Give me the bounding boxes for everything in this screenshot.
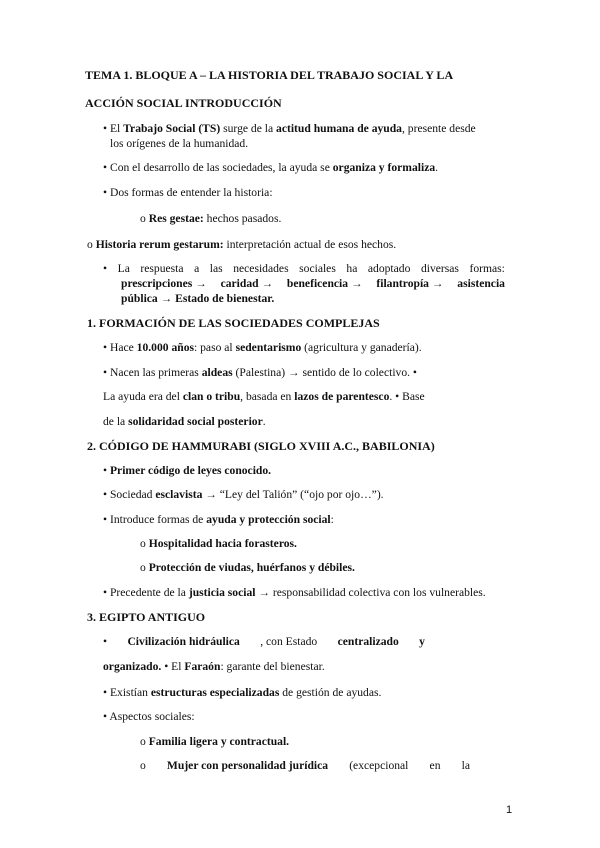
intro-bullet-1: • El Trabajo Social (TS) surge de la actitud humana de ayuda, presente desde xyxy=(103,122,476,135)
intro-sub-historia-rerum: o Historia rerum gestarum: interpretación actual de esos hechos. xyxy=(87,238,397,251)
intro-bullet-3: • Dos formas de entender la historia: xyxy=(103,186,273,199)
doc-title-line-2: ACCIÓN SOCIAL INTRODUCCIÓN xyxy=(85,96,282,110)
s2-bullet-4: • Precedente de la justicia social → responsabilidad colectiva con los vulnerables. xyxy=(103,586,486,599)
s1-paragraph-2: de la solidaridad social posterior. xyxy=(103,415,266,428)
section-2-heading: 2. CÓDIGO DE HAMMURABI (SIGLO XVIII A.C., BABILONIA) xyxy=(87,439,435,453)
s3-bullet-1-line-2: organizado. • El Faraón: garante del bienestar. xyxy=(103,660,325,673)
s3-bullet-3: • Aspectos sociales: xyxy=(103,710,195,723)
intro-bullet-1-continued: los orígenes de la humanidad. xyxy=(110,137,249,150)
intro-sub-res-gestae: o Res gestae: hechos pasados. xyxy=(140,212,282,225)
doc-title-line-1: TEMA 1. BLOQUE A – LA HISTORIA DEL TRABAJO SOCIAL Y LA xyxy=(85,68,454,82)
s3-sub-1: o Familia ligera y contractual. xyxy=(140,735,290,748)
s3-bullet-1-line-1: • Civilización hidráulica , con Estado centralizado y xyxy=(103,635,425,648)
intro-bullet-4-line-2: prescripciones → caridad → beneficencia → filantropía → asistencia xyxy=(121,277,505,290)
page-number: 1 xyxy=(506,804,513,816)
s2-bullet-2: • Sociedad esclavista → “Ley del Talión” (“ojo por ojo…”). xyxy=(103,488,384,501)
s2-bullet-3: • Introduce formas de ayuda y protección social: xyxy=(103,513,334,526)
intro-bullet-4-line-3: pública → Estado de bienestar. xyxy=(121,292,275,305)
s2-sub-1: o Hospitalidad hacia forasteros. xyxy=(140,537,297,550)
s2-sub-2: o Protección de viudas, huérfanos y débiles. xyxy=(140,561,355,574)
s1-bullet-1: • Hace 10.000 años: paso al sedentarismo (agricultura y ganadería). xyxy=(103,341,422,354)
section-3-heading: 3. EGIPTO ANTIGUO xyxy=(87,610,206,624)
section-1-heading: 1. FORMACIÓN DE LAS SOCIEDADES COMPLEJAS xyxy=(87,316,380,330)
intro-bullet-4-line-1: • La respuesta a las necesidades sociales ha adoptado diversas formas: xyxy=(103,262,505,275)
s3-sub-2: o Mujer con personalidad jurídica (excepcional en la xyxy=(140,759,470,772)
s1-paragraph-1: La ayuda era del clan o tribu, basada en lazos de parentesco. • Base xyxy=(103,390,425,403)
intro-bullet-2: • Con el desarrollo de las sociedades, la ayuda se organiza y formaliza. xyxy=(103,161,439,174)
s1-bullet-2: • Nacen las primeras aldeas (Palestina) → sentido de lo colectivo. • xyxy=(103,366,417,379)
s2-bullet-1: • Primer código de leyes conocido. xyxy=(103,464,272,477)
s3-bullet-2: • Existían estructuras especializadas de gestión de ayudas. xyxy=(103,686,382,699)
